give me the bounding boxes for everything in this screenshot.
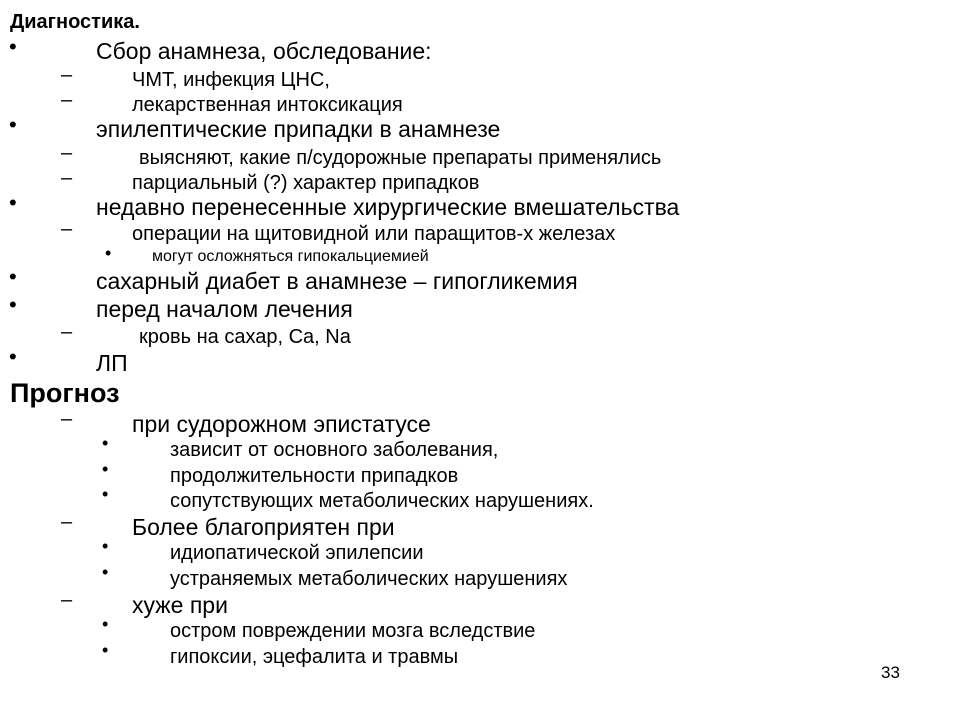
bullet-marker: •	[102, 433, 109, 453]
bullet-marker: •	[9, 264, 17, 289]
bullet-marker: •	[102, 614, 109, 634]
dash-marker: –	[61, 321, 73, 343]
bullet-marker: •	[102, 562, 109, 582]
dash-marker: –	[61, 408, 73, 430]
dash-marker: –	[61, 89, 73, 111]
bullet-marker: •	[9, 292, 17, 317]
diag-item-2: ЧМТ, инфекция ЦНС,	[132, 69, 330, 91]
bullet-marker: •	[9, 344, 17, 369]
bullet-marker: •	[102, 536, 109, 556]
dash-marker: –	[61, 64, 73, 86]
prognosis-title: Прогноз	[10, 378, 120, 408]
dash-marker: –	[61, 167, 73, 189]
diag-item-5: выясняют, какие п/судорожные препараты применялись	[139, 147, 662, 169]
prog-item-5: Более благоприятен при	[132, 514, 395, 540]
diag-item-6: парциальный (?) характер припадков	[132, 172, 480, 194]
dash-marker: –	[61, 589, 73, 611]
diag-item-1: Сбор анамнеза, обследование:	[96, 38, 432, 64]
diag-item-13: ЛП	[96, 350, 128, 376]
diag-item-10: сахарный диабет в анамнезе – гипогликемия	[96, 268, 578, 294]
prog-item-10: гипоксии, эцефалита и травмы	[170, 646, 459, 668]
diagnostics-title: Диагностика.	[10, 11, 140, 33]
diag-item-12: кровь на сахар, Ca, Na	[139, 326, 351, 348]
diag-item-9: могут осложняться гипокальциемией	[152, 248, 429, 265]
diag-item-11: перед началом лечения	[96, 296, 353, 322]
prog-item-8: хуже при	[132, 592, 228, 618]
diag-item-4: эпилептические припадки в анамнезе	[96, 116, 501, 142]
bullet-marker: •	[102, 459, 109, 479]
dash-marker: –	[61, 511, 73, 533]
page-number: 33	[881, 663, 900, 682]
bullet-marker: •	[102, 640, 109, 660]
prog-item-4: сопутствующих метаболических нарушениях.	[170, 490, 594, 512]
prog-item-2: зависит от основного заболевания,	[170, 439, 499, 461]
dash-marker: –	[61, 218, 73, 240]
bullet-marker: •	[9, 112, 17, 137]
bullet-marker: •	[9, 190, 17, 215]
prog-item-6: идиопатической эпилепсии	[170, 542, 424, 564]
bullet-marker: •	[102, 484, 109, 504]
bullet-marker: •	[105, 243, 112, 263]
bullet-marker: •	[9, 34, 17, 59]
dash-marker: –	[61, 142, 73, 164]
diag-item-3: лекарственная интоксикация	[132, 94, 403, 116]
prog-item-3: продолжительности припадков	[170, 465, 459, 487]
prog-item-1: при судорожном эпистатусе	[132, 411, 431, 437]
prog-item-9: остром повреждении мозга вследствие	[170, 620, 536, 642]
diag-item-7: недавно перенесенные хирургические вмешательства	[96, 194, 680, 220]
prog-item-7: устраняемых метаболических нарушениях	[170, 568, 568, 590]
diag-item-8: операции на щитовидной или паращитов-х железах	[132, 223, 616, 245]
